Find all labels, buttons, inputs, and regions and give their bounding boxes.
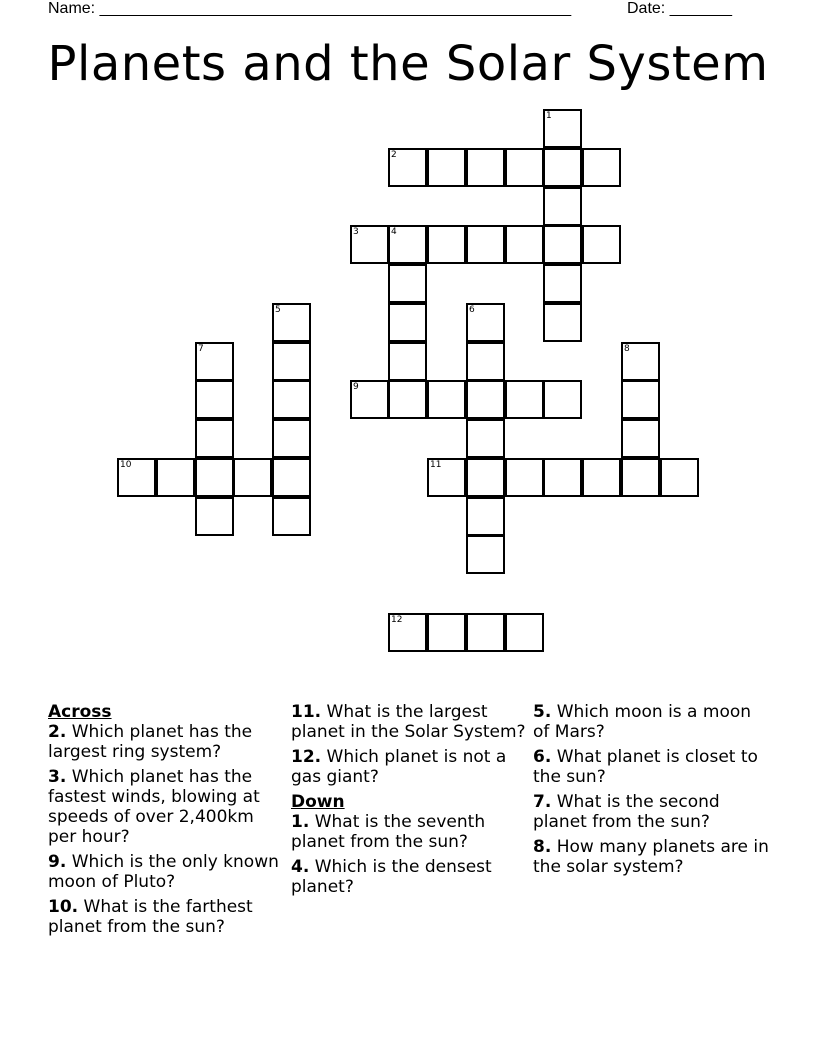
cell-number: 8 — [624, 344, 630, 354]
clue-number: 5. — [533, 702, 552, 722]
clue-text: Which planet is not a gas giant? — [291, 747, 507, 787]
crossword-cell[interactable] — [543, 109, 582, 148]
clue-down-4 — [291, 857, 527, 897]
across-heading: Across — [48, 702, 112, 722]
crossword-cell[interactable] — [543, 264, 582, 303]
clue-text: Which is the densest planet? — [291, 857, 492, 897]
clue-text: What is the seventh planet from the sun? — [291, 812, 486, 852]
cell-number: 9 — [353, 382, 359, 392]
crossword-cell[interactable] — [350, 225, 389, 264]
cell-number: 12 — [391, 615, 403, 625]
crossword-cell[interactable] — [582, 225, 621, 264]
page-title: Planets and the Solar System — [47, 36, 769, 92]
cell-number: 10 — [120, 460, 132, 470]
crossword-cell[interactable] — [427, 458, 466, 497]
crossword-cell[interactable] — [621, 458, 660, 497]
crossword-cell[interactable] — [543, 148, 582, 187]
date-field: Date: _______ — [627, 0, 732, 17]
crossword-cell[interactable] — [621, 419, 660, 458]
crossword-cell[interactable] — [582, 148, 621, 187]
crossword-cell[interactable] — [388, 225, 427, 264]
crossword-cell[interactable] — [505, 380, 544, 419]
crossword-cell[interactable] — [195, 419, 234, 458]
crossword-cell[interactable] — [195, 458, 234, 497]
clue-text: Which is the only known moon of Pluto? — [48, 852, 279, 892]
crossword-cell[interactable] — [272, 497, 311, 536]
clue-across-11 — [291, 702, 527, 742]
clue-number: 4. — [291, 857, 310, 877]
crossword-cell[interactable] — [156, 458, 195, 497]
crossword-cell[interactable] — [505, 148, 544, 187]
crossword-cell[interactable] — [427, 380, 466, 419]
clue-text: What planet is closet to the sun? — [533, 747, 758, 787]
clue-across-10 — [48, 897, 284, 937]
crossword-cell[interactable] — [272, 419, 311, 458]
crossword-cell[interactable] — [388, 148, 427, 187]
cell-number: 4 — [391, 227, 397, 237]
crossword-cell[interactable] — [427, 613, 466, 652]
clue-number: 2. — [48, 722, 67, 742]
clue-down-8 — [533, 837, 769, 877]
crossword-cell[interactable] — [195, 342, 234, 381]
clue-text: Which moon is a moon of Mars? — [533, 702, 752, 742]
crossword-cell[interactable] — [466, 148, 505, 187]
crossword-cell[interactable] — [272, 342, 311, 381]
crossword-cell[interactable] — [388, 342, 427, 381]
crossword-cell[interactable] — [466, 613, 505, 652]
cell-number: 7 — [198, 344, 204, 354]
crossword-cell[interactable] — [466, 342, 505, 381]
clue-text: How many planets are in the solar system? — [533, 837, 769, 877]
crossword-cell[interactable] — [543, 187, 582, 226]
crossword-cell[interactable] — [660, 458, 699, 497]
clues-column-2 — [291, 702, 527, 902]
clues-column-3 — [533, 702, 769, 882]
crossword-cell[interactable] — [233, 458, 272, 497]
cell-number: 11 — [430, 460, 442, 470]
crossword-cell[interactable] — [427, 148, 466, 187]
crossword-cell[interactable] — [195, 380, 234, 419]
crossword-cell[interactable] — [543, 303, 582, 342]
crossword-cell[interactable] — [505, 458, 544, 497]
clue-number: 7. — [533, 792, 552, 812]
clue-down-5 — [533, 702, 769, 742]
crossword-cell[interactable] — [272, 380, 311, 419]
clue-down-7 — [533, 792, 769, 832]
clue-number: 11. — [291, 702, 322, 722]
clue-across-2 — [48, 722, 284, 762]
clue-across-12 — [291, 747, 527, 787]
cell-number: 5 — [275, 305, 281, 315]
crossword-cell[interactable] — [466, 419, 505, 458]
crossword-cell[interactable] — [466, 380, 505, 419]
down-heading: Down — [291, 792, 345, 812]
clue-number: 6. — [533, 747, 552, 767]
crossword-cell[interactable] — [621, 380, 660, 419]
crossword-cell[interactable] — [272, 303, 311, 342]
crossword-cell[interactable] — [505, 613, 544, 652]
clue-number: 1. — [291, 812, 310, 832]
clues-column-1 — [48, 702, 284, 942]
clue-text: Which planet has the fastest winds, blowing at speeds of over 2,400km per hour? — [48, 767, 260, 847]
crossword-cell[interactable] — [388, 303, 427, 342]
crossword-cell[interactable] — [272, 458, 311, 497]
clue-text: Which planet has the largest ring system? — [48, 722, 253, 762]
crossword-cell[interactable] — [505, 225, 544, 264]
crossword-cell[interactable] — [388, 264, 427, 303]
clue-number: 9. — [48, 852, 67, 872]
crossword-cell[interactable] — [466, 458, 505, 497]
clue-across-9 — [48, 852, 284, 892]
clue-text: What is the largest planet in the Solar System? — [291, 702, 526, 742]
crossword-cell[interactable] — [543, 458, 582, 497]
crossword-cell[interactable] — [582, 458, 621, 497]
clue-down-6 — [533, 747, 769, 787]
clue-number: 8. — [533, 837, 552, 857]
crossword-cell[interactable] — [350, 380, 389, 419]
cell-number: 1 — [546, 111, 552, 121]
clue-number: 12. — [291, 747, 322, 767]
crossword-cell[interactable] — [466, 225, 505, 264]
clue-number: 3. — [48, 767, 67, 787]
clue-down-1 — [291, 812, 527, 852]
cell-number: 2 — [391, 150, 397, 160]
crossword-cell[interactable] — [117, 458, 156, 497]
cell-number: 3 — [353, 227, 359, 237]
crossword-cell[interactable] — [427, 225, 466, 264]
crossword-cell[interactable] — [388, 613, 427, 652]
clue-number: 10. — [48, 897, 79, 917]
crossword-cell[interactable] — [543, 380, 582, 419]
crossword-cell[interactable] — [621, 342, 660, 381]
clue-text: What is the second planet from the sun? — [533, 792, 720, 832]
crossword-cell[interactable] — [466, 535, 505, 574]
crossword-cell[interactable] — [543, 225, 582, 264]
clue-across-3 — [48, 767, 284, 847]
cell-number: 6 — [469, 305, 475, 315]
crossword-cell[interactable] — [466, 497, 505, 536]
crossword-cell[interactable] — [195, 497, 234, 536]
clue-text: What is the farthest planet from the sun? — [48, 897, 253, 937]
crossword-cell[interactable] — [388, 380, 427, 419]
name-field: Name: _____________________________________________________ — [48, 0, 572, 17]
crossword-cell[interactable] — [466, 303, 505, 342]
